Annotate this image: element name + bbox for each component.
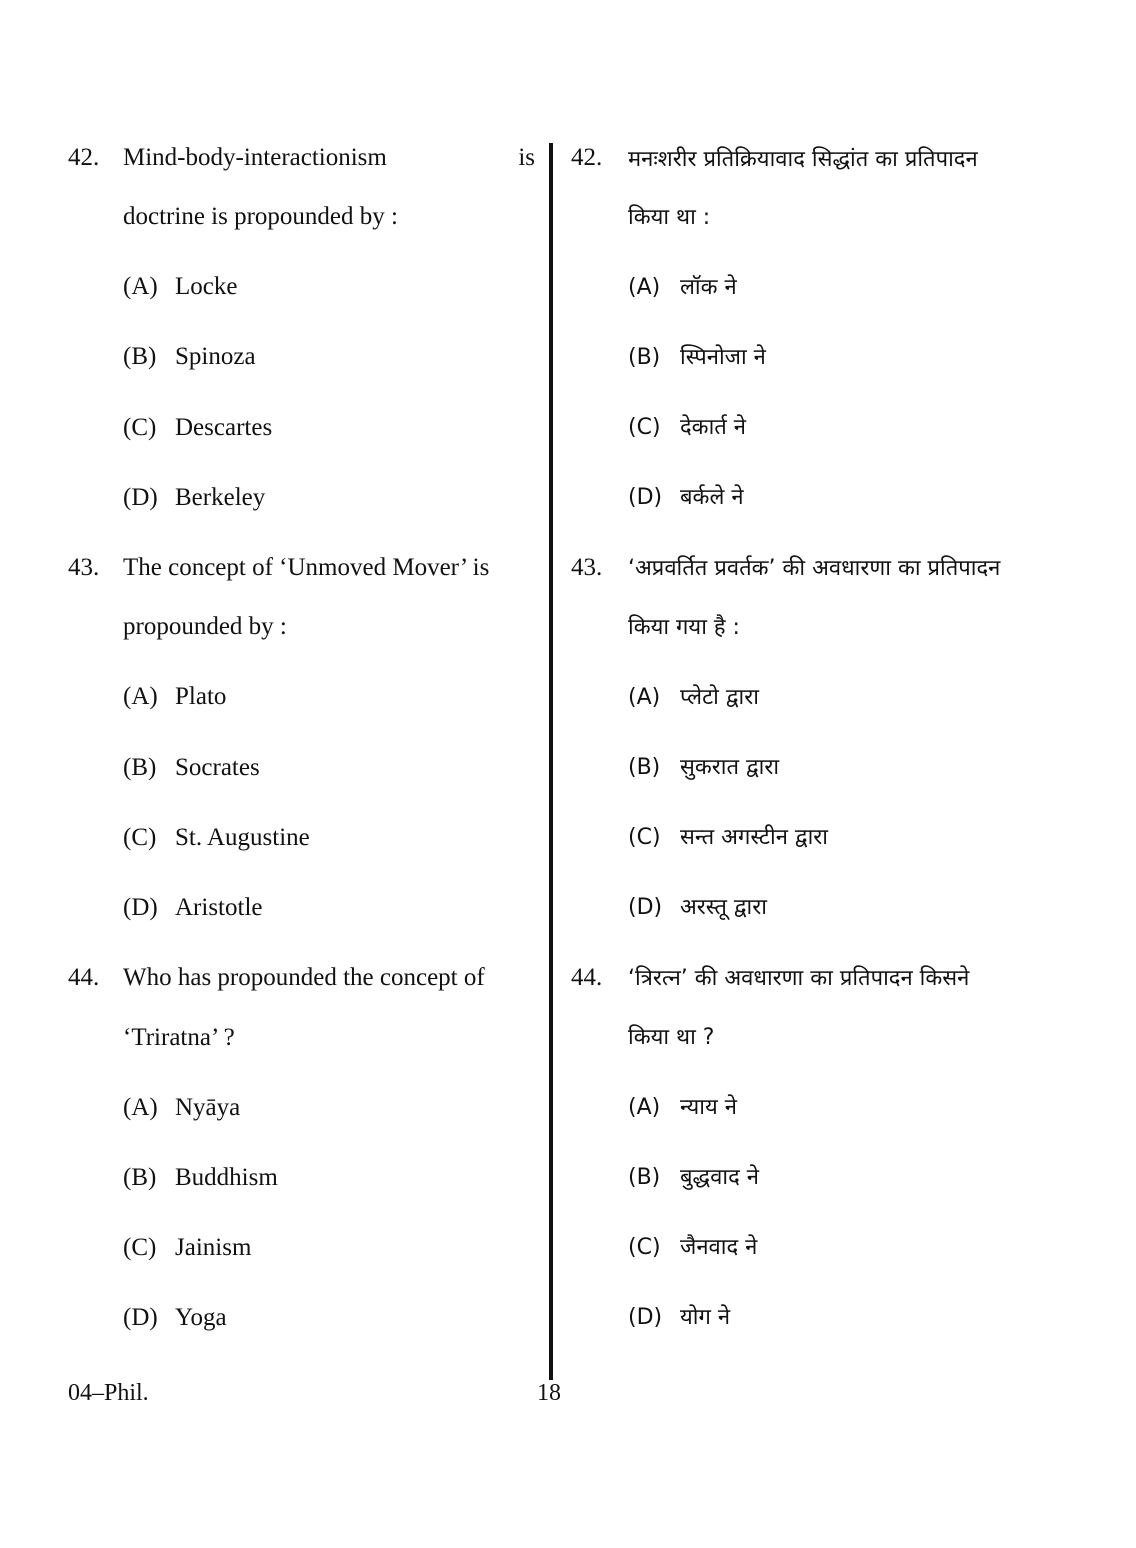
question-stem-line: propounded by : bbox=[123, 613, 287, 640]
option-label: (A) bbox=[628, 685, 661, 710]
option-text: बर्कले ने bbox=[680, 485, 744, 510]
option-label: (D) bbox=[123, 1304, 158, 1331]
option-c bbox=[628, 413, 746, 443]
option-label: (C) bbox=[628, 825, 661, 850]
option-label: (D) bbox=[628, 1305, 663, 1330]
option-b bbox=[628, 343, 766, 373]
paper-code: 04–Phil. bbox=[68, 1380, 149, 1406]
question-stem-line: ‘Triratna’ ? bbox=[123, 1024, 235, 1051]
option-label: (A) bbox=[628, 1095, 661, 1120]
option-text: Socrates bbox=[175, 754, 260, 781]
option-d bbox=[123, 483, 265, 513]
question-number: 44. bbox=[68, 964, 100, 991]
option-c bbox=[628, 823, 828, 853]
question-stem-part: is bbox=[518, 144, 535, 171]
option-text: Jainism bbox=[175, 1234, 252, 1261]
option-label: (C) bbox=[123, 1234, 157, 1261]
option-d bbox=[123, 1303, 227, 1333]
option-b bbox=[628, 753, 779, 783]
column-divider bbox=[549, 143, 553, 1380]
option-text: बुद्धवाद ने bbox=[680, 1165, 759, 1190]
option-label: (A) bbox=[123, 683, 158, 710]
option-b bbox=[123, 342, 256, 372]
option-text: Locke bbox=[175, 273, 238, 300]
question-stem-line: doctrine is propounded by : bbox=[123, 203, 398, 230]
option-text: प्लेटो द्वारा bbox=[680, 685, 759, 710]
question-stem-line: Who has propounded the concept of bbox=[123, 964, 485, 991]
option-b bbox=[123, 1163, 278, 1193]
page-number: 18 bbox=[537, 1380, 561, 1406]
option-d bbox=[628, 1303, 730, 1333]
question-number: 42. bbox=[68, 144, 100, 171]
option-label: (B) bbox=[628, 345, 661, 370]
option-text: Nyāya bbox=[175, 1094, 241, 1121]
option-d bbox=[628, 483, 744, 513]
option-label: (C) bbox=[628, 1235, 661, 1260]
option-label: (A) bbox=[123, 273, 158, 300]
option-label: (A) bbox=[628, 275, 661, 300]
question-stem-line: ‘अप्रवर्तित प्रवर्तक’ की अवधारणा का प्रतिपादन bbox=[628, 556, 1001, 581]
option-text: Aristotle bbox=[175, 894, 263, 921]
question-stem-line: किया था : bbox=[628, 205, 711, 230]
option-text: अरस्तू द्वारा bbox=[680, 895, 767, 920]
option-label: (B) bbox=[123, 343, 157, 370]
option-label: (D) bbox=[628, 895, 663, 920]
question-stem-line: किया गया है : bbox=[628, 615, 740, 640]
option-text: Plato bbox=[175, 683, 227, 710]
option-a bbox=[123, 272, 237, 302]
question-number: 42. bbox=[571, 144, 603, 171]
option-a bbox=[123, 682, 226, 712]
question-number: 44. bbox=[571, 964, 603, 991]
question-stem-line: मनःशरीर प्रतिक्रियावाद सिद्धांत का प्रतिपादन bbox=[628, 147, 978, 172]
option-c bbox=[628, 1233, 757, 1263]
option-text: Descartes bbox=[175, 414, 273, 441]
option-text: सुकरात द्वारा bbox=[680, 755, 780, 780]
option-label: (D) bbox=[123, 894, 158, 921]
option-label: (D) bbox=[123, 484, 158, 511]
option-d bbox=[123, 893, 263, 923]
option-text: Spinoza bbox=[175, 343, 256, 370]
option-c bbox=[123, 1233, 251, 1263]
option-text: जैनवाद ने bbox=[680, 1235, 758, 1260]
option-text: देकार्त ने bbox=[680, 415, 747, 440]
option-text: St. Augustine bbox=[175, 824, 310, 851]
option-a bbox=[123, 1093, 240, 1123]
option-text: न्याय ने bbox=[680, 1095, 737, 1120]
option-b bbox=[123, 753, 260, 783]
option-b bbox=[628, 1163, 759, 1193]
option-d bbox=[628, 893, 767, 923]
option-text: स्पिनोजा ने bbox=[680, 345, 766, 370]
question-stem-line: ‘त्रिरत्न’ की अवधारणा का प्रतिपादन किसने bbox=[628, 966, 970, 991]
question-stem-line bbox=[123, 143, 535, 173]
option-label: (C) bbox=[123, 824, 157, 851]
option-text: Buddhism bbox=[175, 1164, 278, 1191]
option-label: (B) bbox=[628, 755, 661, 780]
question-stem-part: Mind-body-interactionism bbox=[123, 144, 387, 171]
option-label: (B) bbox=[628, 1165, 661, 1190]
option-text: लॉक ने bbox=[680, 275, 737, 300]
option-label: (C) bbox=[628, 415, 661, 440]
option-text: योग ने bbox=[680, 1305, 731, 1330]
question-stem-line: The concept of ‘Unmoved Mover’ is bbox=[123, 554, 490, 581]
option-a bbox=[628, 1093, 737, 1123]
question-number: 43. bbox=[571, 554, 603, 581]
option-text: Yoga bbox=[175, 1304, 227, 1331]
option-c bbox=[123, 823, 310, 853]
option-a bbox=[628, 683, 759, 713]
option-c bbox=[123, 413, 272, 443]
option-text: Berkeley bbox=[175, 484, 266, 511]
option-label: (C) bbox=[123, 414, 157, 441]
question-stem-line: किया था ? bbox=[628, 1025, 715, 1050]
option-text: सन्त अगस्टीन द्वारा bbox=[680, 825, 828, 850]
option-label: (A) bbox=[123, 1094, 158, 1121]
question-number: 43. bbox=[68, 554, 100, 581]
option-label: (D) bbox=[628, 485, 663, 510]
option-label: (B) bbox=[123, 1164, 157, 1191]
option-label: (B) bbox=[123, 754, 157, 781]
option-a bbox=[628, 273, 737, 303]
